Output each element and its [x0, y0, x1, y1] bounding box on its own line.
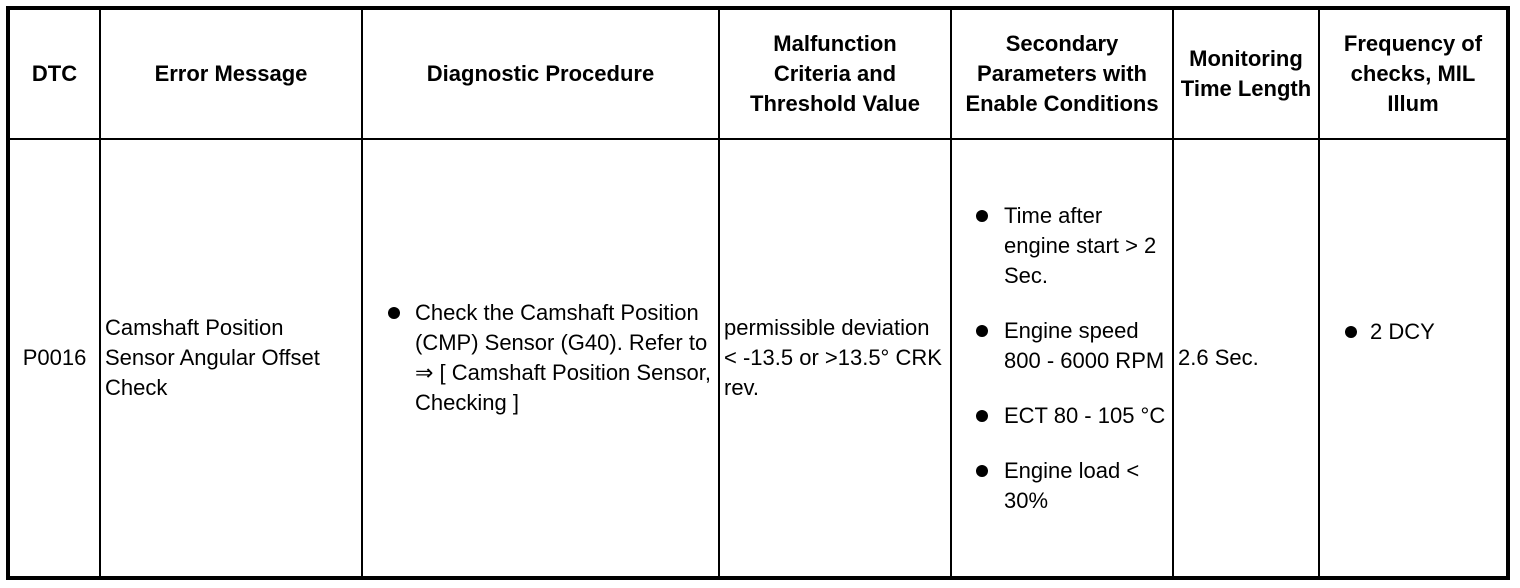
header-monitoring-time: Monitoring Time Length [1173, 8, 1319, 139]
header-malfunction-criteria: Malfunction Criteria and Threshold Value [719, 8, 951, 139]
cell-secondary-parameters [951, 139, 1173, 578]
diagnostic-step: Check the Camshaft Position (CMP) Sensor (G40). Refer to ⇒ [ Camshaft Position Sensor, Checking ] [363, 298, 712, 418]
dtc-table [6, 6, 1510, 580]
cell-malfunction-criteria: permissible deviation < -13.5 or >13.5° CRK rev. [719, 139, 951, 578]
enable-condition-item: Time after engine start > 2 Sec. [952, 201, 1166, 291]
cell-dtc: P0016 [8, 139, 100, 578]
cell-frequency [1319, 139, 1508, 578]
header-secondary-parameters: Secondary Parameters with Enable Conditions [951, 8, 1173, 139]
cell-error-message: Camshaft Position Sensor Angular Offset Check [100, 139, 362, 578]
header-frequency: Frequency of checks, MIL Illum [1319, 8, 1508, 139]
header-diagnostic-procedure: Diagnostic Procedure [362, 8, 719, 139]
table-row [8, 139, 1508, 578]
enable-condition-item: Engine load < 30% [952, 456, 1166, 516]
header-row [8, 8, 1508, 139]
enable-condition-item: Engine speed 800 - 6000 RPM [952, 316, 1166, 376]
frequency-item: 2 DCY [1320, 317, 1506, 347]
header-dtc: DTC [8, 8, 100, 139]
cell-diagnostic-procedure [362, 139, 719, 578]
enable-condition-item: ECT 80 - 105 °C [952, 401, 1166, 431]
header-error-message: Error Message [100, 8, 362, 139]
cell-monitoring-time: 2.6 Sec. [1173, 139, 1319, 578]
